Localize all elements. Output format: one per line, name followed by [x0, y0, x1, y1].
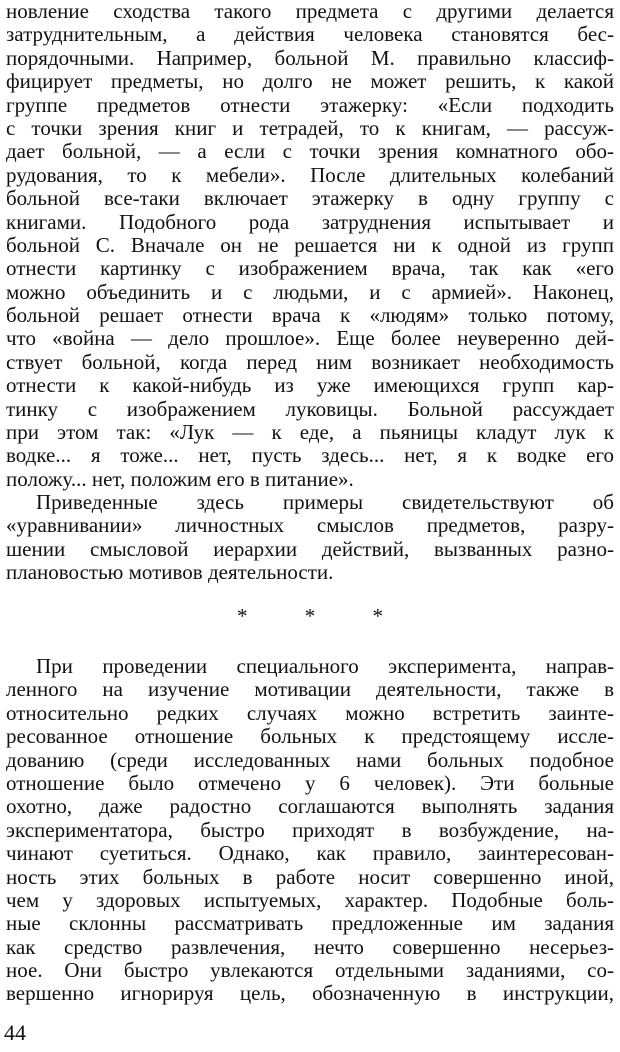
text-line: чинают суетиться. Однако, как правило, заинтересован- [6, 841, 614, 866]
text-line: новление сходства такого предмета с другими делается [6, 0, 614, 23]
text-line: плановостью мотивов деятельности. [6, 560, 334, 585]
text-line: можно объединить и с людьми, и с армией». Наконец, [6, 279, 614, 304]
section-divider: * * * [237, 604, 409, 628]
text-line: экспериментатора, быстро приходят в возбуждение, на- [6, 817, 614, 842]
text-line: «уравнивании» личностных смыслов предметов, разру- [6, 513, 614, 538]
text-line: книгами. Подобного рода затруднения испытывает и [6, 209, 614, 234]
text-line: положу... нет, положим его в питание». [6, 466, 354, 491]
text-line: порядочными. Например, больной М. правильно классиф- [6, 45, 614, 70]
text-line: ствует больной, когда перед ним возникает необходимость [6, 349, 614, 374]
text-line: при этом так: «Лук — к еде, а пьяницы кладут лук к [6, 420, 614, 445]
text-line: вершенно игнорируя цель, обозначенную в инструкции, [6, 981, 614, 1006]
text-line: ное. Они быстро увлекаются отдельными заданиями, со- [6, 958, 614, 983]
text-line: ресованное отношение больных к предстоящему иссле- [6, 724, 614, 749]
text-line: шении смысловой иерархии действий, вызванных разно- [6, 536, 614, 561]
text-line: отнести к какой-нибудь из уже имеющихся групп кар- [6, 373, 614, 398]
text-line: как средство развлечения, нечто совершенно несерьез- [6, 934, 614, 959]
text-line: ленного на изучение мотивации деятельности, также в [6, 677, 614, 702]
text-line: фицирует предметы, но долго не может решить, к какой [6, 69, 614, 94]
text-line: рудования, то к мебели». После длительных колебаний [6, 162, 614, 187]
text-line: затруднительным, а действия человека становятся бес- [6, 22, 614, 47]
text-line: больной решает отнести врача к «людям» только потому, [6, 303, 614, 328]
text-line: что «война — дело прошлое». Еще более неуверенно дей- [6, 326, 614, 351]
text-line: отношение было отмечено у 6 человек). Эти больные [6, 770, 614, 795]
text-line: группе предметов отнести этажерку: «Если подходить [6, 92, 614, 117]
text-line: охотно, даже радостно соглашаются выполнять задания [6, 794, 614, 819]
text-line: с точки зрения книг и тетрадей, то к книгам, — рассуж- [6, 115, 614, 140]
text-line-indented: Приведенные здесь примеры свидетельствуют об [36, 490, 614, 514]
text-line: ные склонны рассматривать предложенные им задания [6, 911, 614, 936]
text-line: относительно редких случаях можно встретить заинте- [6, 700, 614, 725]
text-line: больной С. Вначале он не решается ни к одной из групп [6, 232, 614, 257]
text-line: больной все-таки включает этажерку в одну группу с [6, 186, 614, 211]
text-line: ность этих больных в работе носит совершенно иной, [6, 864, 614, 889]
text-line: дованию (среди исследованных нами больных подобное [6, 747, 614, 772]
text-line: тинку с изображением луковицы. Больной рассуждает [6, 396, 614, 421]
paragraph-3 [6, 655, 614, 1006]
text-line-indented: При проведении специального эксперимента, направ- [36, 654, 614, 678]
text-line: дает больной, — а если с точки зрения комнатного обо- [6, 139, 614, 164]
text-line: водке... я тоже... нет, пусть здесь... нет, я к водке его [6, 443, 614, 468]
paragraph-2 [6, 491, 614, 585]
text-line: отнести картинку с изображением врача, так как «его [6, 256, 614, 281]
page-number: 44 [4, 1020, 26, 1045]
text-line: чем у здоровых испытуемых, характер. Подобные боль- [6, 887, 614, 912]
paragraph-1 [6, 0, 614, 491]
